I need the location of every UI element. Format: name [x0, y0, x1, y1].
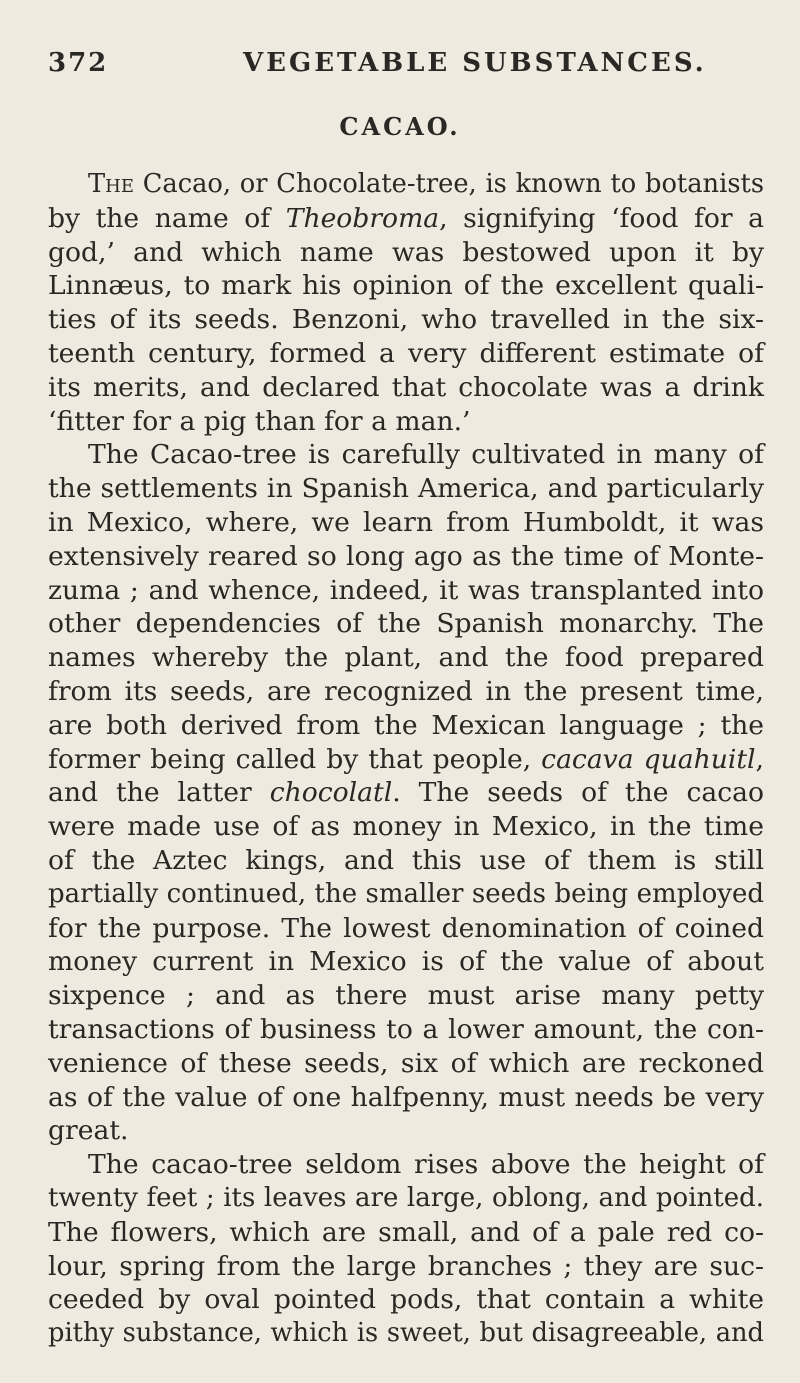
- text-line: for the purpose. The lowest denomination of coined: [48, 912, 764, 944]
- text-line: names whereby the plant, and the food prepared: [48, 642, 764, 674]
- text-line: and the latter chocolatl. The seeds of the cacao: [48, 777, 764, 809]
- text-line: were made use of as money in Mexico, in the time: [48, 811, 764, 843]
- text-line: in Mexico, where, we learn from Humboldt, it was: [48, 506, 764, 538]
- text-line: by the name of Theobroma, signifying ‘food for a: [48, 202, 764, 234]
- running-header: [48, 48, 764, 82]
- line-text: Cacao, or Chocolate-tree, is known to botanists: [142, 169, 765, 199]
- text-line: money current in Mexico is of the value of about: [48, 946, 764, 978]
- text-line: ceeded by oval pointed pods, that contain a white: [48, 1284, 764, 1316]
- text-line: venience of these seeds, six of which are reckoned: [48, 1047, 764, 1079]
- text-line: god,’ and which name was bestowed upon it by: [48, 236, 764, 268]
- text-line: The cacao-tree seldom rises above the height of: [88, 1149, 764, 1181]
- body-text: [48, 168, 764, 1351]
- text-line: former being called by that people, cacava quahuitl,: [48, 743, 764, 775]
- text-line: partially continued, the smaller seeds being employed: [48, 878, 764, 909]
- text-line: twenty feet ; its leaves are large, oblong, and pointed.: [48, 1182, 764, 1213]
- text-line: ties of its seeds. Benzoni, who travelled in the six-: [48, 304, 764, 336]
- lead-word: The: [88, 169, 134, 199]
- text-line: The Cacao-tree is carefully cultivated in many of: [88, 439, 764, 471]
- text-line: its merits, and declared that chocolate was a drink: [48, 371, 764, 403]
- text-line: as of the value of one halfpenny, must needs be very: [48, 1081, 764, 1113]
- text-line: great.: [48, 1115, 129, 1147]
- running-title: VEGETABLE SUBSTANCES.: [243, 48, 707, 78]
- text-line: The flowers, which are small, and of a pale red co-: [48, 1216, 764, 1248]
- section-title: CACAO.: [339, 112, 461, 141]
- paragraph-3: [48, 1148, 764, 1351]
- text-line: are both derived from the Mexican language ; the: [48, 709, 764, 741]
- text-line: sixpence ; and as there must arise many petty: [48, 980, 764, 1012]
- text-line: other dependencies of the Spanish monarchy. The: [48, 608, 764, 640]
- paragraph-1: [48, 168, 764, 438]
- text-line: zuma ; and whence, indeed, it was transplanted into: [48, 574, 764, 606]
- text-line: from its seeds, are recognized in the present time,: [48, 675, 764, 707]
- text-line: ‘fitter for a pig than for a man.’: [48, 405, 471, 437]
- text-line: transactions of business to a lower amount, the con-: [48, 1013, 764, 1045]
- text-line: lour, spring from the large branches ; they are suc-: [48, 1250, 764, 1282]
- text-line: pithy substance, which is sweet, but disagreeable, and: [48, 1318, 764, 1349]
- page-number: 372: [48, 48, 109, 78]
- text-line: the settlements in Spanish America, and particularly: [48, 473, 764, 505]
- text-line: teenth century, formed a very different estimate of: [48, 337, 764, 369]
- paragraph-2: [48, 438, 764, 1148]
- text-line: [48, 168, 764, 202]
- text-line: of the Aztec kings, and this use of them is still: [48, 844, 764, 876]
- text-line: Linnæus, to mark his opinion of the excellent quali-: [48, 270, 764, 302]
- text-line: extensively reared so long ago as the time of Monte-: [48, 540, 764, 572]
